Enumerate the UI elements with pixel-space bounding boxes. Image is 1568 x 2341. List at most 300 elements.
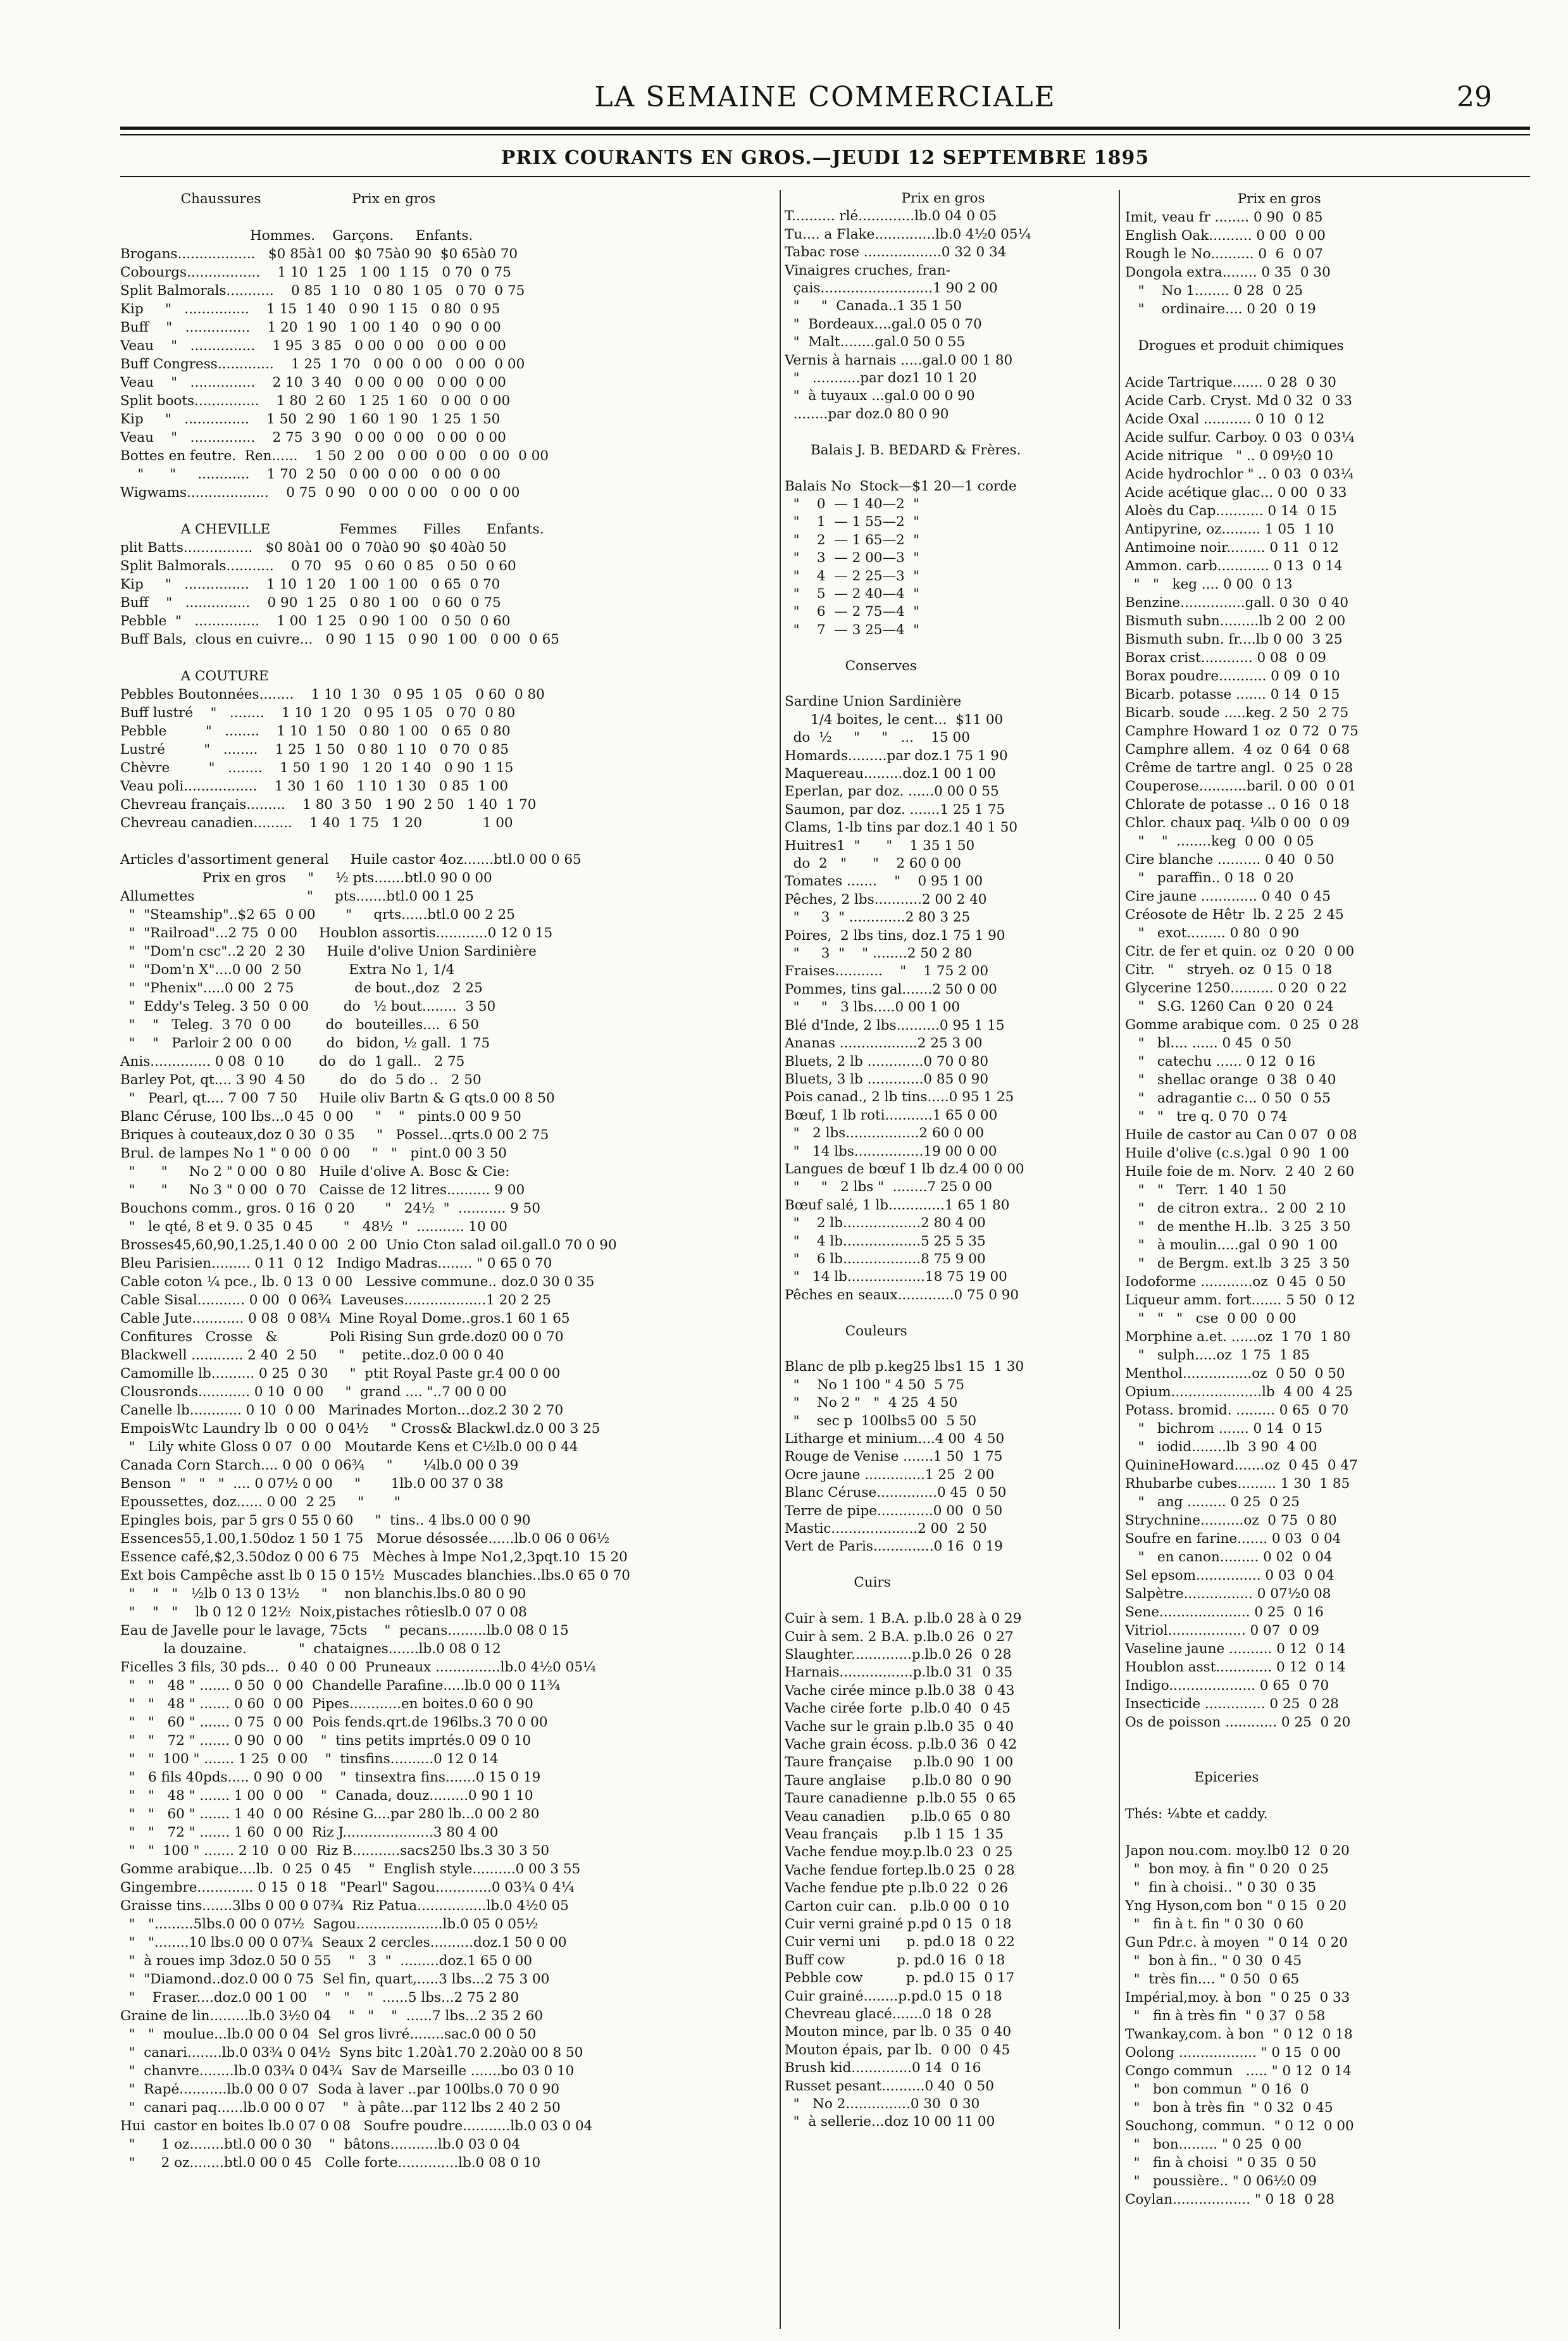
- price-line: Split Balmorals........... 0 85 1 10 0 80 1 05 0 70 0 75: [120, 283, 525, 299]
- price-line: " catechu ...... 0 12 0 16: [1125, 1054, 1316, 1070]
- price-line: Vache sur le grain p.lb.0 35 0 40: [785, 1718, 1014, 1735]
- price-line: [1125, 355, 1530, 373]
- price-line: Pebble " ............... 1 00 1 25 0 90 1 00 0 50 0 60: [120, 613, 511, 629]
- price-line: Tabac rose ..................0 32 0 34: [785, 244, 1007, 261]
- price-line: " " No 2 " 0 00 0 80 Huile d'olive A. Bosc & Cie:: [120, 1164, 510, 1180]
- price-line: Acide hydrochlor " .. 0 03 0 03¼: [1125, 466, 1354, 482]
- price-line: Ananas ..................2 25 3 00: [785, 1035, 983, 1052]
- price-line: Hommes. Garçons. Enfants.: [120, 228, 473, 244]
- price-line: Canelle lb............ 0 10 0 00 Marinades Morton...doz.2 30 2 70: [120, 1402, 564, 1418]
- price-line: Morphine a.et. ......oz 1 70 1 80: [1125, 1329, 1351, 1345]
- price-line: " exot......... 0 80 0 90: [1125, 925, 1300, 941]
- price-line: Pêches, 2 lbs...........2 00 2 40: [785, 891, 987, 908]
- price-line: Taure française p.lb.0 90 1 00: [785, 1754, 1014, 1771]
- price-line: Cable Jute............ 0 08 0 08¼ Mine Royal Dome..gros.1 60 1 65: [120, 1311, 570, 1327]
- price-line: Veau " ............... 1 95 3 85 0 00 0 00 0 00 0 00: [120, 338, 506, 354]
- column-divider: [780, 190, 781, 2329]
- price-line: " le qté, 8 et 9. 0 35 0 45 " 48½ " ........... 10 00: [120, 1219, 507, 1235]
- price-line: " " 48 " ....... 0 60 0 00 Pipes............en boites.0 60 0 90: [120, 1696, 533, 1712]
- price-line: Allumettes " pts.......btl.0 00 1 25: [120, 889, 474, 904]
- price-line: [785, 675, 1114, 693]
- subtitle-rule: [120, 176, 1530, 177]
- price-line: Blanc de plb p.keg25 lbs1 15 1 30: [785, 1359, 1024, 1375]
- price-line: Borax poudre........... 0 09 0 10: [1125, 668, 1340, 684]
- price-line: " "........10 lbs.0 00 0 07¾ Seaux 2 cercles..........doz.1 50 0 00: [120, 1935, 567, 1951]
- price-line: " en canon......... 0 02 0 04: [1125, 1549, 1333, 1565]
- price-line: " bon moy. à fin " 0 20 0 25: [1125, 1861, 1329, 1877]
- price-line: Pebbles Boutonnées........ 1 10 1 30 0 95 1 05 0 60 0 80: [120, 687, 545, 702]
- price-line: " Eddy's Teleg. 3 50 0 00 do ½ bout........ 3 50: [120, 999, 496, 1014]
- price-line: [120, 208, 772, 227]
- price-line: Benson " " " .... 0 07½ 0 00 " 1lb.0 00 37 0 38: [120, 1476, 504, 1492]
- price-line: Homards.........par doz.1 75 1 90: [785, 747, 1008, 764]
- price-line: plit Batts................ $0 80à1 00 0 70à0 90 $0 40à0 50: [120, 540, 507, 556]
- price-line: Cobourgs................. 1 10 1 25 1 00 1 15 0 70 0 75: [120, 265, 511, 280]
- price-line: A COUTURE: [120, 668, 269, 684]
- price-line: Yng Hyson,com bon " 0 15 0 20: [1125, 1898, 1347, 1914]
- price-line: " 1 — 1 55—2 ": [785, 514, 920, 530]
- price-line: Bismuth subn.........lb 2 00 2 00: [1125, 613, 1346, 629]
- price-line: Indigo.................... 0 65 0 70: [1125, 1678, 1329, 1694]
- price-line: " 3 " .............2 80 3 25: [785, 909, 971, 926]
- header-rule-thick: [120, 127, 1530, 130]
- page-header: [120, 76, 1530, 120]
- price-line: Fraises........... " 1 75 2 00: [785, 963, 988, 980]
- price-line: Brosses45,60,90,1.25,1.40 0 00 2 00 Unio Cton salad oil.gall.0 70 0 90: [120, 1237, 617, 1253]
- price-line: " iodid........lb 3 90 4 00: [1125, 1439, 1317, 1455]
- price-line: Balais J. B. BEDARD & Frères.: [785, 442, 1021, 458]
- price-line: Eau de Javelle pour le lavage, 75cts " pecans.........lb.0 08 0 15: [120, 1623, 569, 1639]
- price-line: Blé d'Inde, 2 lbs..........0 95 1 15: [785, 1017, 1005, 1033]
- price-line: Pêches en seaux.............0 75 0 90: [785, 1287, 1019, 1303]
- price-line: " Fraser....doz.0 00 1 00 " " " ......5 lbs...2 75 2 80: [120, 1990, 520, 2006]
- price-line: " à moulin.....gal 0 90 1 00: [1125, 1237, 1338, 1253]
- price-line: Insecticide .............. 0 25 0 28: [1125, 1696, 1339, 1712]
- column-1: [120, 190, 772, 2329]
- price-line: " sec p 100lbs5 00 5 50: [785, 1413, 977, 1429]
- price-line: Bluets, 3 lb .............0 85 0 90: [785, 1071, 988, 1087]
- price-line: " bon commun " 0 16 0: [1125, 2082, 1309, 2097]
- price-line: " No 2 " " 4 25 4 50: [785, 1395, 958, 1411]
- price-line: Soufre en farine....... 0 03 0 04: [1125, 1531, 1341, 1547]
- price-line: " " Teleg. 3 70 0 00 do bouteilles.... 6 50: [120, 1017, 480, 1033]
- price-line: " " Parloir 2 00 0 00 do bidon, ½ gall. 1 75: [120, 1035, 490, 1051]
- price-line: Sardine Union Sardinière: [785, 694, 962, 710]
- price-line: " bon......... " 0 25 0 00: [1125, 2137, 1302, 2152]
- price-line: Japon nou.com. moy.lb0 12 0 20: [1125, 1843, 1350, 1859]
- price-line: Pois canad., 2 lb tins.....0 95 1 25: [785, 1089, 1014, 1106]
- price-line: Ocre jaune ..............1 25 2 00: [785, 1466, 995, 1483]
- price-line: Cable Sisal........... 0 00 0 06¾ Laveuses...................1 20 2 25: [120, 1292, 551, 1308]
- price-line: Veau canadien p.lb.0 65 0 80: [785, 1808, 1011, 1825]
- price-line: Epiceries: [1125, 1770, 1259, 1785]
- price-line: Opium.....................lb 4 00 4 25: [1125, 1384, 1353, 1400]
- price-line: Vert de Paris..............0 16 0 19: [785, 1539, 1003, 1555]
- price-line: " "Diamond..doz.0 00 0 75 Sel fin, quart,.....3 lbs...2 75 3 00: [120, 1971, 550, 1987]
- price-list-subtitle: PRIX COURANTS EN GROS.—JEUDI 12 SEPTEMBRE 1895: [501, 147, 1150, 169]
- price-line: Veau poli................. 1 30 1 60 1 10 1 30 0 85 1 00: [120, 778, 508, 794]
- price-line: Cire blanche .......... 0 40 0 50: [1125, 852, 1335, 868]
- column-divider: [1119, 190, 1120, 2329]
- price-line: Articles d'assortiment general Huile castor 4oz.......btl.0 00 0 65: [120, 852, 582, 868]
- price-line: Chlor. chaux paq. ¼lb 0 00 0 09: [1125, 815, 1350, 831]
- price-line: Ammon. carb............ 0 13 0 14: [1125, 558, 1343, 574]
- price-line: Huile d'olive (c.s.)gal 0 90 1 00: [1125, 1146, 1350, 1161]
- price-line: Pommes, tins gal.......2 50 0 00: [785, 981, 997, 997]
- price-line: " fin à choisi " 0 35 0 50: [1125, 2155, 1317, 2171]
- price-line: Eperlan, par doz. ......0 00 0 55: [785, 783, 999, 800]
- price-line: Bicarb. soude .....keg. 2 50 2 75: [1125, 705, 1349, 721]
- price-line: Vitriol.................. 0 07 0 09: [1125, 1623, 1319, 1639]
- price-line: [120, 649, 772, 667]
- price-line: " " keg .... 0 00 0 13: [1125, 577, 1293, 592]
- price-line: " " 100 " ....... 1 25 0 00 " tinsfins..........0 12 0 14: [120, 1751, 499, 1767]
- price-line: EmpoisWtc Laundry lb 0 00 0 04½ " Cross& Blackwl.dz.0 00 3 25: [120, 1421, 600, 1437]
- price-line: Dongola extra........ 0 35 0 30: [1125, 265, 1331, 280]
- price-line: " " 72 " ....... 0 90 0 00 " tins petits imprtés.0 09 0 10: [120, 1733, 532, 1749]
- price-line: Thés: ¼bte et caddy.: [1125, 1806, 1268, 1822]
- price-line: " " " ½lb 0 13 0 13½ " non blanchis.lbs.0 80 0 90: [120, 1586, 526, 1602]
- price-line: Antimoine noir......... 0 11 0 12: [1125, 540, 1339, 556]
- price-line: [785, 423, 1114, 441]
- price-line: Impérial,moy. à bon " 0 25 0 33: [1125, 1990, 1350, 2006]
- price-line: Crême de tartre angl. 0 25 0 28: [1125, 760, 1353, 776]
- price-line: Veau " ............... 2 75 3 90 0 00 0 00 0 00 0 00: [120, 430, 506, 446]
- price-line: " fin à t. fin " 0 30 0 60: [1125, 1916, 1304, 1932]
- price-line: Camphre Howard 1 oz 0 72 0 75: [1125, 723, 1359, 739]
- price-line: Graine de lin.........lb.0 3½0 04 " " " ......7 lbs...2 35 2 60: [120, 2008, 544, 2024]
- price-line: Cuir verni uni p. pd.0 18 0 22: [785, 1934, 1015, 1951]
- price-line: Liqueur amm. fort....... 5 50 0 12: [1125, 1292, 1355, 1308]
- price-line: Camphre allem. 4 oz 0 64 0 68: [1125, 742, 1350, 758]
- price-line: Acide Carb. Cryst. Md 0 32 0 33: [1125, 393, 1352, 409]
- price-line: Sene..................... 0 25 0 16: [1125, 1604, 1324, 1620]
- price-line: English Oak.......... 0 00 0 00: [1125, 228, 1326, 244]
- price-line: " de Bergm. ext.lb 3 25 3 50: [1125, 1256, 1350, 1271]
- price-line: " S.G. 1260 Can 0 20 0 24: [1125, 999, 1334, 1014]
- price-line: Pebble cow p. pd.0 15 0 17: [785, 1970, 1015, 1987]
- price-line: Coylan.................. " 0 18 0 28: [1125, 2192, 1335, 2207]
- price-line: Bœuf salé, 1 lb.............1 65 1 80: [785, 1197, 1010, 1213]
- price-line: Split Balmorals........... 0 70 95 0 60 0 85 0 50 0 60: [120, 558, 516, 574]
- price-line: Twankay,com. à bon " 0 12 0 18: [1125, 2026, 1353, 2042]
- price-line: Huitres1 " " 1 35 1 50: [785, 837, 975, 854]
- price-line: " " 2 lbs " ........7 25 0 00: [785, 1179, 992, 1195]
- price-line: Essences55,1.00,1.50doz 1 50 1 75 Morue désossée......lb.0 06 0 06½: [120, 1531, 610, 1547]
- price-line: Huile foie de m. Norv. 2 40 2 60: [1125, 1164, 1355, 1180]
- price-line: [785, 639, 1114, 657]
- price-line: Vache fendue pte p.lb.0 22 0 26: [785, 1880, 1008, 1897]
- price-line: Slaughter..............p.lb.0 26 0 28: [785, 1646, 1012, 1663]
- price-line: Tu.... a Flake..............lb.0 4½0 05¼: [785, 226, 1031, 242]
- price-line: " bl.... ...... 0 45 0 50: [1125, 1035, 1291, 1051]
- price-line: Kip " ............... 1 10 1 20 1 00 1 00 0 65 0 70: [120, 577, 501, 592]
- price-line: " No 2...............0 30 0 30: [785, 2096, 980, 2113]
- price-line: " "Dom'n csc"..2 20 2 30 Huile d'olive Union Sardinière: [120, 944, 537, 959]
- price-line: " canari........lb.0 03¾ 0 04½ Syns bitc 1.20à1.70 2.20à0 00 8 50: [120, 2045, 583, 2061]
- price-line: Sel epsom............... 0 03 0 04: [1125, 1568, 1335, 1583]
- price-line: " 3 " " ........2 50 2 80: [785, 946, 973, 962]
- price-line: " 14 lb..................18 75 19 00: [785, 1269, 1007, 1285]
- price-line: Potass. bromid. ......... 0 65 0 70: [1125, 1402, 1349, 1418]
- price-line: Bouchons comm., gros. 0 16 0 20 " 24½ " ........... 9 50: [120, 1201, 541, 1216]
- price-line: Conserves: [785, 658, 917, 674]
- price-line: " 1 oz........btl.0 00 0 30 " bâtons...........lb.0 03 0 04: [120, 2137, 520, 2152]
- price-line: " Bordeaux....gal.0 05 0 70: [785, 316, 982, 332]
- price-line: Brul. de lampes No 1 " 0 00 0 00 " " pint.0 00 3 50: [120, 1146, 507, 1161]
- price-line: Cuir grainé........p.pd.0 15 0 18: [785, 1988, 1002, 2004]
- price-line: " ordinaire.... 0 20 0 19: [1125, 301, 1316, 317]
- price-line: Terre de pipe.............0 00 0 50: [785, 1502, 1003, 1519]
- price-line: ........par doz.0 80 0 90: [785, 406, 949, 422]
- price-line: Acide nitrique " .. 0 09½0 10: [1125, 448, 1333, 464]
- price-line: " " 48 " ....... 1 00 0 00 " Canada, douz.........0 90 1 10: [120, 1788, 533, 1804]
- price-line: " 3 — 2 00—3 ": [785, 550, 920, 566]
- price-line: çais..........................1 90 2 00: [785, 280, 998, 297]
- price-line: Chevreau canadien......... 1 40 1 75 1 20 1 00: [120, 815, 513, 831]
- price-line: Litharge et minium....4 00 4 50: [785, 1431, 1005, 1447]
- price-line: Buff Bals, clous en cuivre... 0 90 1 15 0 90 1 00 0 00 0 65: [120, 632, 559, 647]
- price-line: " chanvre........lb.0 03¾ 0 04¾ Sav de Marseille .......bo 03 0 10: [120, 2063, 575, 2079]
- price-line: " de menthe H..lb. 3 25 3 50: [1125, 1219, 1351, 1235]
- price-line: " 4 lb..................5 25 5 35: [785, 1233, 986, 1249]
- price-line: " 7 — 3 25—4 ": [785, 621, 920, 638]
- price-line: Harnais.................p.lb.0 31 0 35: [785, 1664, 1013, 1681]
- price-line: " "Steamship"..$2 65 0 00 " qrts......btl.0 00 2 25: [120, 907, 515, 923]
- price-line: Brogans.................. $0 85à1 00 $0 75à0 90 $0 65à0 70: [120, 246, 518, 262]
- price-line: Blackwell ............ 2 40 2 50 " petite..doz.0 00 0 40: [120, 1347, 504, 1363]
- price-line: Veau " ............... 2 10 3 40 0 00 0 00 0 00 0 00: [120, 375, 506, 390]
- price-line: Balais No Stock—$1 20—1 corde: [785, 478, 1017, 494]
- price-line: Vache fendue moy.p.lb.0 23 0 25: [785, 1844, 1013, 1861]
- price-line: " Malt........gal.0 50 0 55: [785, 334, 966, 351]
- price-line: Acide Oxal ........... 0 10 0 12: [1125, 411, 1325, 427]
- price-line: Mastic....................2 00 2 50: [785, 1521, 987, 1537]
- price-line: Brush kid..............0 14 0 16: [785, 2060, 981, 2076]
- price-line: Kip " ............... 1 15 1 40 0 90 1 15 0 80 0 95: [120, 301, 501, 317]
- price-line: Mouton mince, par lb. 0 35 0 40: [785, 2024, 1012, 2040]
- page-title: LA SEMAINE COMMERCIALE: [594, 81, 1056, 113]
- price-line: " " 60 " ....... 0 75 0 00 Pois fends.qrt.de 196lbs.3 70 0 00: [120, 1714, 548, 1730]
- price-line: Hui castor en boites lb.0 07 0 08 Soufre poudre...........lb.0 03 0 04: [120, 2118, 593, 2134]
- price-line: " "Dom'n X"....0 00 2 50 Extra No 1, 1/4: [120, 962, 455, 978]
- price-line: " "Railroad"...2 75 0 00 Houblon assortis............0 12 0 15: [120, 925, 553, 941]
- price-line: " de citron extra.. 2 00 2 10: [1125, 1201, 1347, 1216]
- price-line: " 14 lbs................19 00 0 00: [785, 1143, 997, 1159]
- price-line: Cuir à sem. 1 B.A. p.lb.0 28 à 0 29: [785, 1611, 1022, 1627]
- price-line: " 6 fils 40pds..... 0 90 0 00 " tinsextra fins.......0 15 0 19: [120, 1770, 541, 1785]
- price-line: Essence café,$2,3.50doz 0 00 6 75 Mèches à lmpe No1,2,3pqt.10 15 20: [120, 1549, 628, 1565]
- price-line: Canada Corn Starch.... 0 00 0 06¾ " ¼lb.0 00 0 39: [120, 1458, 519, 1473]
- price-line: " à tuyaux ...gal.0 00 0 90: [785, 388, 975, 404]
- price-line: Blanc Céruse..............0 45 0 50: [785, 1485, 1007, 1501]
- price-line: " " 100 " ....... 2 10 0 00 Riz B...........sacs250 lbs.3 30 3 50: [120, 1843, 550, 1859]
- price-line: Gomme arabique....lb. 0 25 0 45 " English style..........0 00 3 55: [120, 1861, 581, 1877]
- price-line: Vache cirée forte p.lb.0 40 0 45: [785, 1701, 1011, 1717]
- price-line: [1125, 1750, 1530, 1768]
- price-line: T.......... rlé.............lb.0 04 0 05: [785, 208, 997, 225]
- price-line: Bismuth subn. fr....lb 0 00 3 25: [1125, 632, 1343, 647]
- price-line: Clousronds............ 0 10 0 00 " grand .... "..7 00 0 00: [120, 1384, 507, 1400]
- price-line: " paraffin.. 0 18 0 20: [1125, 870, 1294, 886]
- price-line: Cuir verni grainé p.pd 0 15 0 18: [785, 1916, 1012, 1932]
- price-line: Strychnine..........oz 0 75 0 80: [1125, 1513, 1337, 1528]
- price-line: Acide sulfur. Carboy. 0 03 0 03¼: [1125, 430, 1355, 446]
- column-2: [785, 190, 1114, 2329]
- price-line: Borax crist............ 0 08 0 09: [1125, 650, 1326, 666]
- price-line: Acide acétique glac... 0 00 0 33: [1125, 485, 1347, 501]
- price-line: Ficelles 3 fils, 30 pds... 0 40 0 00 Pruneaux ...............lb.0 4½0 05¼: [120, 1659, 596, 1675]
- price-line: " shellac orange 0 38 0 40: [1125, 1072, 1336, 1088]
- price-line: Couperose...........baril. 0 00 0 01: [1125, 778, 1357, 794]
- price-line: [785, 1592, 1114, 1610]
- price-line: Acide Tartrique....... 0 28 0 30: [1125, 375, 1336, 390]
- price-line: " bon à très fin " 0 32 0 45: [1125, 2100, 1333, 2116]
- price-line: Iodoforme ............oz 0 45 0 50: [1125, 1274, 1346, 1290]
- price-line: Imit, veau fr ........ 0 90 0 85: [1125, 209, 1323, 225]
- price-line: Vache grain écoss. p.lb.0 36 0 42: [785, 1736, 1017, 1752]
- price-line: " 4 — 2 25—3 ": [785, 568, 920, 584]
- price-line: Taure anglaise p.lb.0 80 0 90: [785, 1772, 1012, 1789]
- price-line: " 2 oz........btl.0 00 0 45 Colle forte..............lb.0 08 0 10: [120, 2155, 541, 2171]
- price-line: " Lily white Gloss 0 07 0 00 Moutarde Kens et C½lb.0 00 0 44: [120, 1439, 578, 1455]
- price-line: Bluets, 2 lb .............0 70 0 80: [785, 1053, 988, 1070]
- price-line: " 2 — 1 65—2 ": [785, 532, 920, 548]
- price-line: Tomates ....... " 0 95 1 00: [785, 873, 983, 890]
- price-line: Split boots............... 1 80 2 60 1 25 1 60 0 00 0 00: [120, 393, 511, 409]
- price-line: " " No 3 " 0 00 0 70 Caisse de 12 litres.......... 9 00: [120, 1182, 525, 1198]
- price-line: Congo commun ..... " 0 12 0 14: [1125, 2063, 1352, 2079]
- price-line: Drogues et produit chimiques: [1125, 338, 1344, 354]
- price-line: Lustré " ........ 1 25 1 50 0 80 1 10 0 70 0 85: [120, 742, 509, 758]
- price-line: Briques à couteaux,doz 0 30 0 35 " Possel...qrts.0 00 2 75: [120, 1127, 549, 1143]
- price-line: " No 1........ 0 28 0 25: [1125, 283, 1303, 299]
- price-line: [1125, 1787, 1530, 1805]
- price-line: Bicarb. potasse ....... 0 14 0 15: [1125, 687, 1340, 702]
- price-line: Vernis à harnais .....gal.0 00 1 80: [785, 352, 1013, 368]
- price-line: " " Canada..1 35 1 50: [785, 298, 962, 315]
- price-line: " bon à fin.. " 0 30 0 45: [1125, 1953, 1302, 1969]
- price-line: " bichrom ....... 0 14 0 15: [1125, 1421, 1322, 1437]
- price-line: Cable coton ¼ pce., lb. 0 13 0 00 Lessive commune.. doz.0 30 0 35: [120, 1274, 595, 1290]
- price-line: Oolong .................. " 0 15 0 00: [1125, 2045, 1341, 2061]
- price-line: Buff Congress............. 1 25 1 70 0 00 0 00 0 00 0 00: [120, 356, 525, 372]
- price-line: " " ............ 1 70 2 50 0 00 0 00 0 00 0 00: [120, 466, 501, 482]
- price-line: Vache cirée mince p.lb.0 38 0 43: [785, 1682, 1015, 1699]
- price-line: QuinineHoward.......oz 0 45 0 47: [1125, 1458, 1358, 1473]
- price-line: Pebble " ........ 1 10 1 50 0 80 1 00 0 65 0 80: [120, 723, 511, 739]
- price-line: Maquereau.........doz.1 00 1 00: [785, 766, 996, 782]
- price-line: " sulph.....oz 1 75 1 85: [1125, 1347, 1310, 1363]
- price-line: Poires, 2 lbs tins, doz.1 75 1 90: [785, 927, 1005, 944]
- price-line: " " moulue...lb.0 00 0 04 Sel gros livré........sac.0 00 0 50: [120, 2026, 537, 2042]
- price-line: Clams, 1-lb tins par doz.1 40 1 50: [785, 820, 1018, 836]
- price-line: Ext bois Campêche asst lb 0 15 0 15½ Muscades blanchies..lbs.0 65 0 70: [120, 1568, 630, 1583]
- price-line: " adragantie c... 0 50 0 55: [1125, 1090, 1331, 1106]
- price-line: Prix en gros: [785, 190, 985, 206]
- price-line: Créosote de Hêtr lb. 2 25 2 45: [1125, 907, 1344, 923]
- price-line: " 5 — 2 40—4 ": [785, 585, 920, 602]
- price-line: [120, 832, 772, 851]
- price-line: Buff " ............... 1 20 1 90 1 00 1 40 0 90 0 00: [120, 320, 501, 335]
- price-line: Prix en gros " ½ pts.......btl.0 90 0 00: [120, 870, 492, 886]
- price-line: Vaseline jaune .......... 0 12 0 14: [1125, 1641, 1346, 1657]
- price-line: Rouge de Venise .......1 50 1 75: [785, 1449, 1003, 1465]
- price-line: Chevreau français......... 1 80 3 50 1 90 2 50 1 40 1 70: [120, 797, 537, 813]
- price-line: Bleu Parisien......... 0 11 0 12 Indigo Madras........ " 0 65 0 70: [120, 1256, 552, 1271]
- price-line: Anis.............. 0 08 0 10 do do 1 gall.. 2 75: [120, 1054, 465, 1070]
- price-line: " canari paq......lb.0 00 0 07 " à pâte...par 112 lbs 2 40 2 50: [120, 2100, 561, 2116]
- price-line: Chèvre " ........ 1 50 1 90 1 20 1 40 0 90 1 15: [120, 760, 514, 776]
- price-line: la douzaine. " chataignes.......lb.0 08 0 12: [120, 1641, 501, 1657]
- price-line: Gingembre............. 0 15 0 18 "Pearl" Sagou.............0 03¾ 0 4¼: [120, 1880, 575, 1895]
- price-line: " 2 lb..................2 80 4 00: [785, 1215, 986, 1232]
- price-line: Epingles bois, par 5 grs 0 55 0 60 " tins.. 4 lbs.0 00 0 90: [120, 1513, 531, 1528]
- price-line: Chlorate de potasse .. 0 16 0 18: [1125, 797, 1350, 813]
- price-line: [785, 459, 1114, 477]
- price-line: do 2 " " 2 60 0 00: [785, 856, 961, 872]
- price-line: Cire jaune ............. 0 40 0 45: [1125, 889, 1331, 904]
- price-line: Rough le No.......... 0 6 0 07: [1125, 246, 1323, 262]
- page-number: 29: [1457, 81, 1492, 113]
- header-rule-thin: [120, 134, 1530, 135]
- price-line: Russet pesant..........0 40 0 50: [785, 2078, 994, 2094]
- price-line: Veau français p.lb 1 15 1 35: [785, 1826, 1004, 1842]
- price-line: Epoussettes, doz...... 0 00 2 25 " ": [120, 1494, 401, 1510]
- price-line: [1125, 1732, 1530, 1750]
- price-line: " " 72 " ....... 1 60 0 00 Riz J.....................3 80 4 00: [120, 1825, 499, 1840]
- column-3: [1125, 190, 1530, 2329]
- price-line: Rhubarbe cubes......... 1 30 1 85: [1125, 1476, 1350, 1492]
- price-line: " " " lb 0 12 0 12½ Noix,pistaches rôtieslb.0 07 0 08: [120, 1604, 527, 1620]
- price-line: Gun Pdr.c. à moyen " 0 14 0 20: [1125, 1935, 1348, 1951]
- price-line: [785, 1304, 1114, 1322]
- price-line: Langues de bœuf 1 lb dz.4 00 0 00: [785, 1161, 1024, 1177]
- price-line: " " 3 lbs.....0 00 1 00: [785, 999, 961, 1016]
- price-line: [1125, 318, 1530, 337]
- price-line: Citr. " stryeh. oz 0 15 0 18: [1125, 962, 1333, 978]
- price-line: Taure canadienne p.lb.0 55 0 65: [785, 1790, 1016, 1807]
- price-line: Glycerine 1250.......... 0 20 0 22: [1125, 980, 1347, 996]
- price-line: Vache fendue fortep.lb.0 25 0 28: [785, 1862, 1015, 1878]
- price-line: " " " cse 0 00 0 00: [1125, 1311, 1297, 1327]
- price-line: Chevreau glacé.......0 18 0 28: [785, 2006, 992, 2023]
- price-line: A CHEVILLE Femmes Filles Enfants.: [120, 521, 544, 537]
- price-line: " à roues imp 3doz.0 50 0 55 " 3 " .........doz.1 65 0 00: [120, 1953, 533, 1969]
- price-line: 1/4 boites, le cent... $11 00: [785, 711, 1004, 728]
- price-line: Vinaigres cruches, fran-: [785, 262, 950, 278]
- price-line: " " ........keg 0 00 0 05: [1125, 833, 1314, 849]
- price-line: " No 1 100 " 4 50 5 75: [785, 1377, 965, 1393]
- price-line: Graisse tins.......3lbs 0 00 0 07¾ Riz Patua................lb.0 4½0 05: [120, 1898, 569, 1914]
- price-line: Couleurs: [785, 1323, 907, 1339]
- price-line: Souchong, commun. " 0 12 0 00: [1125, 2118, 1354, 2134]
- price-line: Antipyrine, oz......... 1 05 1 10: [1125, 521, 1335, 537]
- price-line: " fin à choisi.. " 0 30 0 35: [1125, 1880, 1317, 1895]
- price-line: [1125, 1823, 1530, 1842]
- price-line: " ".........5lbs.0 00 0 07½ Sagou....................lb.0 05 0 05½: [120, 1916, 538, 1932]
- price-line: Os de poisson ............ 0 25 0 20: [1125, 1714, 1351, 1730]
- price-line: Buff cow p. pd.0 16 0 18: [785, 1952, 1005, 1968]
- price-line: " 6 — 2 75—4 ": [785, 604, 920, 620]
- price-line: Bœuf, 1 lb roti...........1 65 0 00: [785, 1107, 998, 1123]
- price-line: [785, 1340, 1114, 1358]
- price-line: " Pearl, qt.... 7 00 7 50 Huile oliv Bartn & G qts.0 00 8 50: [120, 1090, 555, 1106]
- price-line: Buff lustré " ........ 1 10 1 20 0 95 1 05 0 70 0 80: [120, 705, 516, 721]
- price-line: " " 48 " ....... 0 50 0 00 Chandelle Parafine.....lb.0 00 0 11¾: [120, 1678, 561, 1694]
- price-line: Saumon, par doz. .......1 25 1 75: [785, 801, 1005, 818]
- price-line: Mouton épais, par lb. 0 00 0 45: [785, 2042, 1011, 2058]
